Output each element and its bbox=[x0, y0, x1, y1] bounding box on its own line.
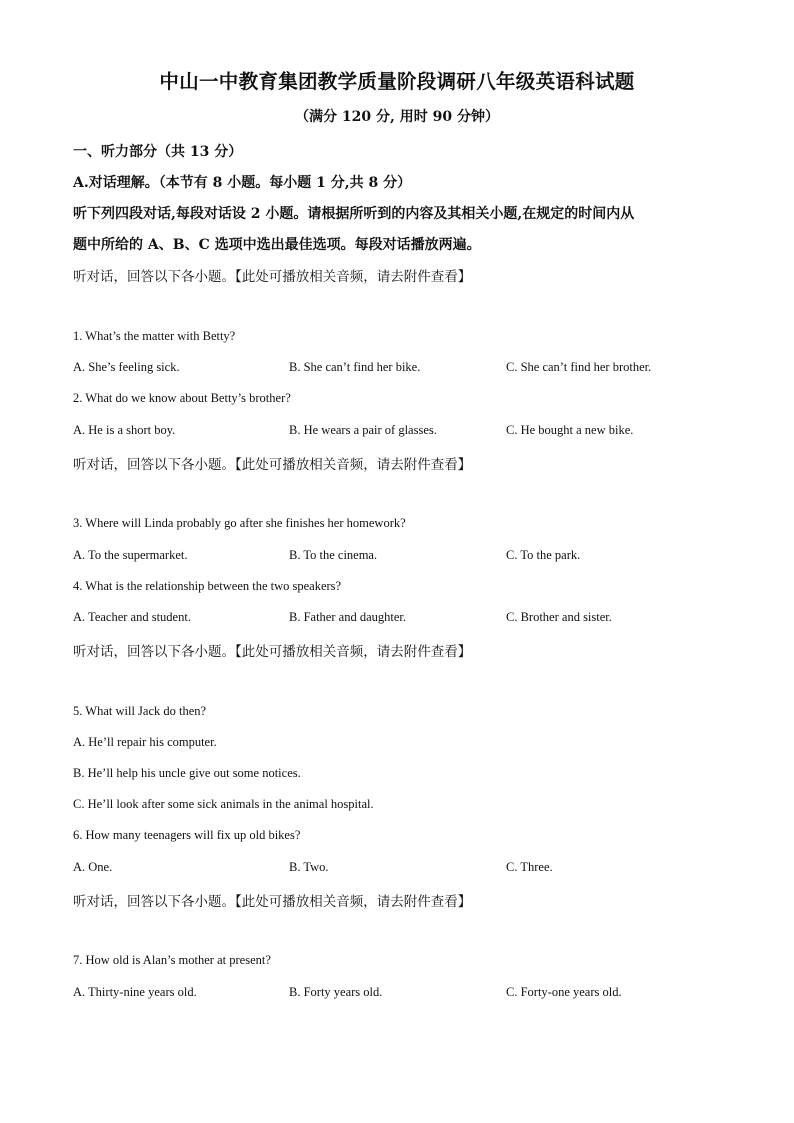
option-c: C. To the park. bbox=[506, 548, 581, 562]
listening-cue: 听对话，回答以下各小题。【此处可播放相关音频，请去附件查看】 bbox=[73, 457, 472, 473]
question-stem: 3. Where will Linda probably go after she finishes her homework? bbox=[73, 516, 406, 530]
option-b: B. Father and daughter. bbox=[289, 610, 406, 624]
instruction-line-1: 听下列四段对话,每段对话设 2 小题。请根据所听到的内容及其相关小题,在规定的时间内从 bbox=[73, 206, 635, 222]
listening-cue: 听对话，回答以下各小题。【此处可播放相关音频，请去附件查看】 bbox=[73, 894, 472, 910]
exam-title: 中山一中教育集团教学质量阶段调研八年级英语科试题 bbox=[159, 70, 635, 93]
listening-cue: 听对话，回答以下各小题。【此处可播放相关音频，请去附件查看】 bbox=[73, 644, 472, 660]
option-a: A. One. bbox=[73, 860, 113, 874]
part-a-heading: A.对话理解。（本节有 8 小题。每小题 1 分,共 8 分） bbox=[73, 175, 412, 191]
option-a: A. He is a short boy. bbox=[73, 423, 176, 437]
listening-cue: 听对话，回答以下各小题。【此处可播放相关音频，请去附件查看】 bbox=[73, 269, 472, 285]
option-a: A. Teacher and student. bbox=[73, 610, 191, 624]
question-stem: 2. What do we know about Betty’s brother? bbox=[73, 391, 291, 405]
question-stem: 7. How old is Alan’s mother at present? bbox=[73, 953, 271, 967]
question-stem: 6. How many teenagers will fix up old bikes? bbox=[73, 828, 301, 842]
option-a: A. She’s feeling sick. bbox=[73, 360, 180, 374]
option-c: C. Brother and sister. bbox=[506, 610, 612, 624]
option-c: C. She can’t find her brother. bbox=[506, 360, 652, 374]
option-b: B. To the cinema. bbox=[289, 548, 378, 562]
option-b: B. He wears a pair of glasses. bbox=[289, 423, 437, 437]
option-c: C. He bought a new bike. bbox=[506, 423, 634, 437]
option-a: A. To the supermarket. bbox=[73, 548, 188, 562]
option-c: C. Three. bbox=[506, 860, 553, 874]
exam-subtitle: （满分 120 分, 用时 90 分钟） bbox=[295, 109, 499, 125]
question-stem: 4. What is the relationship between the two speakers? bbox=[73, 579, 342, 593]
question-stem: 1. What’s the matter with Betty? bbox=[73, 329, 236, 343]
option-c: C. He’ll look after some sick animals in the animal hospital. bbox=[73, 797, 374, 811]
instruction-line-2: 题中所给的 A、B、C 选项中选出最佳选项。每段对话播放两遍。 bbox=[73, 237, 481, 253]
option-c: C. Forty-one years old. bbox=[506, 985, 622, 999]
section-heading: 一、听力部分（共 13 分） bbox=[73, 144, 243, 160]
option-b: B. Forty years old. bbox=[289, 985, 383, 999]
option-a: A. He’ll repair his computer. bbox=[73, 735, 217, 749]
option-b: B. She can’t find her bike. bbox=[289, 360, 421, 374]
option-a: A. Thirty-nine years old. bbox=[73, 985, 197, 999]
question-stem: 5. What will Jack do then? bbox=[73, 704, 207, 718]
option-b: B. Two. bbox=[289, 860, 329, 874]
option-b: B. He’ll help his uncle give out some notices. bbox=[73, 766, 301, 780]
